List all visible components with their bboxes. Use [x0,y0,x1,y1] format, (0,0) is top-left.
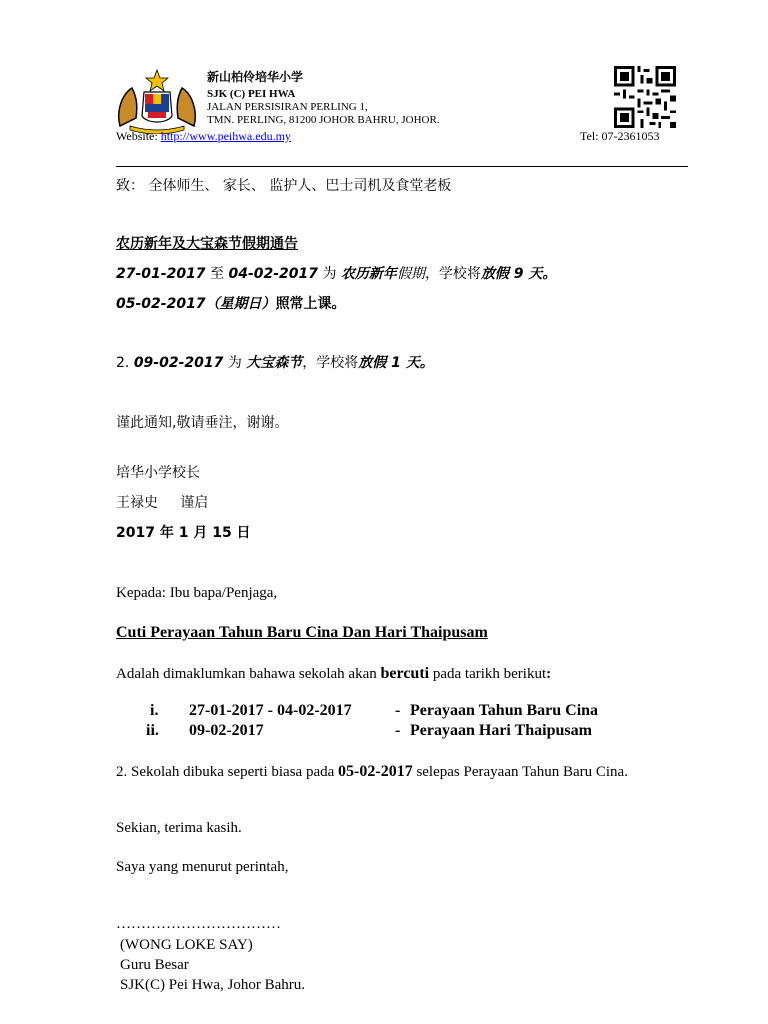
is-word: 为 [318,266,341,282]
is-word: 为 [223,355,247,371]
item-number: 2. [116,355,134,371]
school-reopen-line [116,293,346,313]
malaysia-coat-of-arms-icon [112,66,202,134]
signature-name-malay: (WONG LOKE SAY) [120,937,253,953]
recipients-chinese: 致： 全体师生、 家长、 监护人、巴士司机及食堂老板 [116,178,452,194]
website-link[interactable]: http://www.peihwa.edu.my [160,129,291,143]
notice-title-malay: Cuti Perayaan Tahun Baru Cina Dan Hari Thaipusam [116,624,488,641]
reopen-day: （星期日） [205,296,276,312]
holiday-line-thaipusam [116,352,434,372]
intro-colon: : [546,666,552,682]
header-divider [116,166,688,167]
para2-date: 05-02-2017 [338,763,413,780]
cny-days-closed: 放假 9 天。 [480,266,557,282]
signature-title-malay: Guru Besar [120,957,189,973]
notice-title-chinese: 农历新年及大宝森节假期通告 [116,236,298,252]
cny-end-date: 04-02-2017 [228,266,319,282]
holiday-row-description: Perayaan Hari Thaipusam [410,722,592,739]
holiday-row-number: i. [150,702,159,719]
thaipusam-name: 大宝森节 [246,355,303,371]
reopen-date: 05-02-2017 [116,296,206,312]
school-will: ，学校将 [302,355,359,371]
closing-chinese: 谨此通知,敬请垂注，谢谢。 [116,415,289,431]
website-label: Website: [116,129,161,143]
para2-text-after: selepas Perayaan Tahun Baru Cina. [412,764,628,780]
intro-malay [116,665,551,683]
to-word: 至 [205,266,229,282]
thaipusam-date: 09-02-2017 [133,355,224,371]
holiday-row-dash: - [395,722,401,739]
reopen-text: 照常上课。 [275,296,346,312]
signature-title-chinese: 培华小学校长 [116,465,200,481]
telephone: Tel: 07-2361053 [580,129,660,143]
signature-line: …………………………… [116,916,281,932]
cny-holiday-name: 农历新年 [340,266,397,282]
address-line-1: JALAN PERSISIRAN PERLING 1, [207,101,368,113]
school-name-chinese: 新山柏伶培华小学 [207,70,304,84]
thaipusam-days-closed: 放假 1 天。 [358,355,434,371]
holiday-row-description: Perayaan Tahun Baru Cina [410,702,599,719]
school-will: ，学校将 [424,266,481,282]
letter-date-chinese: 2017 年 1 月 15 日 [116,525,251,541]
para2-text: 2. Sekolah dibuka seperti biasa pada [116,764,339,780]
reopen-paragraph-malay [116,763,726,781]
holiday-row-date: 27-01-2017 - 04-02-2017 [189,702,352,719]
school-name-english: SJK (C) PEI HWA [207,88,296,100]
holiday-line-cny [116,263,556,283]
address-line-2: TMN. PERLING, 81200 JOHOR BAHRU, JOHOR. [207,114,440,126]
intro-text: Adalah dimaklumkan bahawa sekolah akan [116,666,381,682]
signature-name-chinese: 王禄史 谨启 [116,495,209,511]
holiday-row-number: ii. [146,722,159,739]
holiday-row-date: 09-02-2017 [189,722,264,739]
qr-code-icon [612,66,678,128]
recipients-malay: Kepada: Ibu bapa/Penjaga, [116,585,278,601]
yours-faithfully: Saya yang menurut perintah, [116,859,289,875]
closing-malay: Sekian, terima kasih. [116,820,242,836]
intro-bold: bercuti [380,665,430,682]
signature-school-malay: SJK(C) Pei Hwa, Johor Bahru. [120,977,305,993]
website-line [116,129,291,144]
intro-text-after: pada tarikh berikut [429,666,547,682]
cny-start-date: 27-01-2017 [116,266,206,282]
holiday-suffix: 假期 [396,266,425,282]
holiday-row-dash: - [395,702,401,719]
